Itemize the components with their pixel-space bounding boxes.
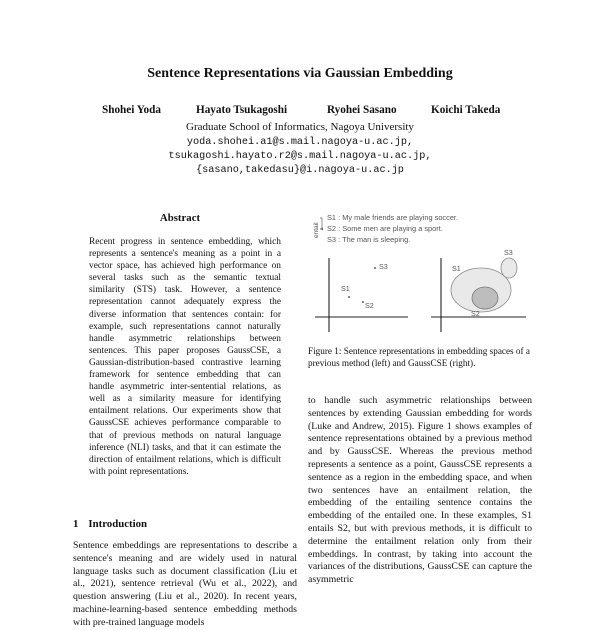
author-name: Hayato Tsukagoshi (196, 104, 288, 116)
left-point-s2 (362, 301, 364, 303)
left-label-s2: S2 (365, 301, 374, 310)
left-label-s1: S1 (341, 284, 350, 293)
author-name: Ryohei Sasano (327, 104, 397, 116)
abstract-heading: Abstract (159, 212, 201, 224)
author-name: Koichi Takeda (431, 104, 501, 116)
affiliation: Graduate School of Informatics, Nagoya University (186, 121, 414, 133)
right-region-s3 (501, 258, 517, 278)
entail-arrow-icon (320, 228, 323, 231)
section-title: Introduction (88, 518, 148, 530)
section-heading (73, 518, 147, 530)
left-point-s3 (374, 267, 376, 269)
entail-bracket (320, 218, 322, 229)
legend-s2: S2 : Some men are playing a sport. (327, 224, 443, 233)
entail-label: entail (313, 222, 320, 238)
section-number: 1 (73, 518, 79, 530)
right-label-s3: S3 (504, 248, 513, 257)
figure-caption: Figure 1: Sentence representations in embedding spaces of a previous method (left) and GaussCSE (right). (308, 346, 530, 368)
introduction-text: Sentence embeddings are representations to describe a sentence's meaning and are widely used in natural language tasks such as document classification (Liu et al., 2021), sentence retrieval (Wu et al., 2022), and question answering (Liu et al., 2020). In recent years, machine-learning-based sentence embedding methods with pre-trained language models (73, 540, 297, 628)
right-label-s2: S2 (471, 309, 480, 318)
legend-s1: S1 : My male friends are playing soccer. (327, 213, 459, 222)
email-line: {sasano,takedasu}@i.nagoya-u.ac.jp (196, 165, 404, 176)
right-label-s1: S1 (452, 264, 461, 273)
author-name: Shohei Yoda (102, 104, 161, 116)
right-region-s2 (472, 287, 498, 309)
left-label-s3: S3 (379, 262, 388, 271)
email-line: yoda.shohei.a1@s.mail.nagoya-u.ac.jp, (186, 137, 414, 148)
left-point-s1 (348, 296, 350, 298)
figure-1 (308, 210, 533, 340)
email-line: tsukagoshi.hayato.r2@s.mail.nagoya-u.ac.jp, (168, 151, 432, 162)
right-column-text: to handle such asymmetric relationships between sentences by extending Gaussian embedding for words (Luke and Andrew, 2015). Figure 1 shows examples of sentence representations obtained by a previous method and by GaussCSE. Whereas the previous method represents a sentence as a point, GaussCSE represents a sentence as a region in the embedding space, and when two sentences have an entailment relation, the embedding of the entailing sentence contains the embedding of the entailed one. In these examples, S1 entails S2, but with previous methods, it is difficult to determine the entailment relation only from their embeddings. In contrast, by taking into account the variances of the distributions, GaussCSE can capture the asymmetric (308, 395, 532, 586)
paper-title: Sentence Representations via Gaussian Embedding (147, 66, 453, 81)
abstract-text: Recent progress in sentence embedding, which represents a sentence's meaning as a point in a vector space, has achieved high performance on several tasks such as the semantic textual similarity (STS) task. However, a sentence representation cannot adequately express the diverse information that sentences contain: for example, such representations cannot naturally handle asymmetric relationships between sentences. This paper proposes GaussCSE, a Gaussian-distribution-based contrastive learning framework for sentence embedding that can handle asymmetric inter-sentential relations, as well as a similarity measure for identifying entailment relations. Our experiments show that GaussCSE achieves performance comparable to that of previous methods on natural language inference (NLI) tasks, and that it can estimate the direction of entailment relations, which is difficult with point representations. (89, 237, 281, 477)
author-list (0, 104, 600, 120)
legend-s3: S3 : The man is sleeping. (327, 235, 411, 244)
